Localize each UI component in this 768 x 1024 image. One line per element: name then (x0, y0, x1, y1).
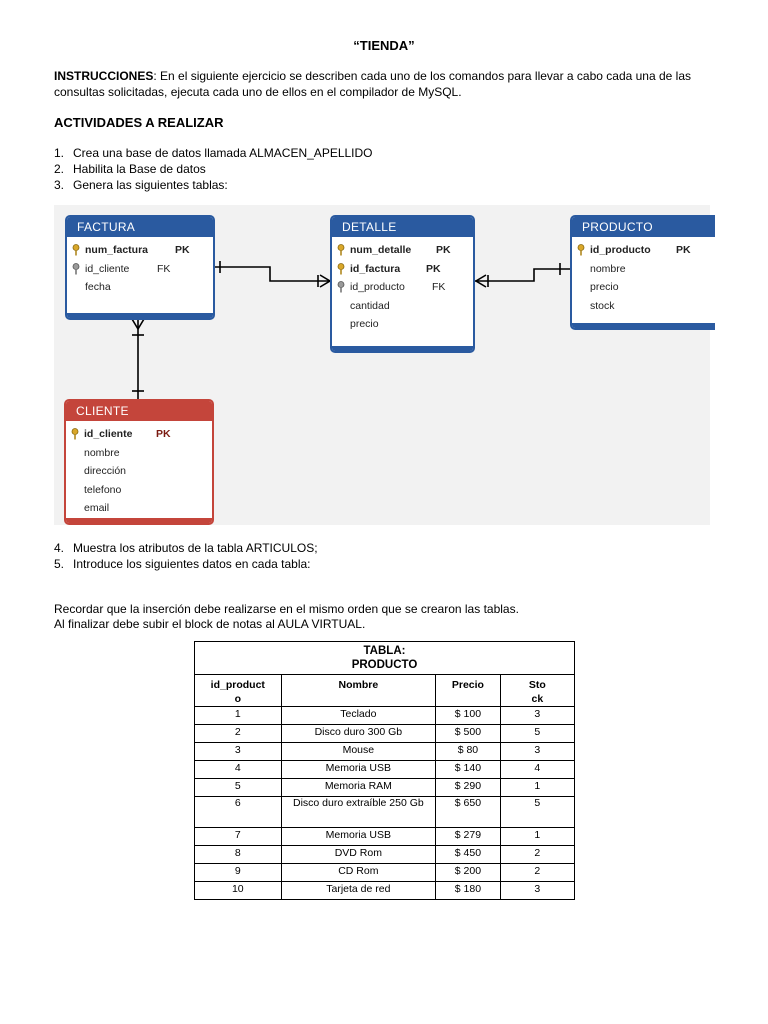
steps-list-b (54, 540, 318, 572)
table-row (195, 864, 575, 882)
field-nombre (66, 444, 212, 463)
field-name: id_cliente (84, 428, 133, 441)
field-id-cliente (67, 260, 213, 279)
column-header: Sto ck (500, 675, 574, 707)
table-cell: $ 200 (436, 864, 501, 882)
factura-detalle-line (214, 267, 330, 281)
table-cell: 1 (500, 828, 574, 846)
table-row (195, 707, 575, 725)
field-name: cantidad (350, 299, 390, 312)
table-cell: Memoria USB (281, 761, 436, 779)
table-cell: 4 (195, 761, 282, 779)
table-cell: 1 (195, 707, 282, 725)
page-title: “TIENDA” (353, 38, 415, 53)
primary-key-icon (66, 428, 84, 440)
notes (54, 602, 519, 632)
field-name: nombre (590, 262, 626, 275)
step-item (54, 177, 373, 193)
field-tag: PK (676, 244, 691, 257)
table-cell: Mouse (281, 743, 436, 761)
column-header: Precio (436, 675, 501, 707)
field-precio (572, 278, 715, 297)
field-fecha (67, 278, 213, 297)
step-item (54, 145, 373, 161)
table-cell: 3 (195, 743, 282, 761)
table-cell: 2 (500, 864, 574, 882)
foreign-key-icon (67, 263, 85, 275)
step-number: 4. (54, 541, 65, 555)
column-header: id_product o (195, 675, 282, 707)
table-cell: 3 (500, 707, 574, 725)
field-precio (332, 315, 473, 334)
table-row (195, 797, 575, 828)
field-id-factura (332, 260, 473, 279)
step-text: Genera las siguientes tablas: (73, 178, 228, 192)
field-tag: PK (156, 428, 171, 441)
factura-title: FACTURA (67, 217, 213, 237)
field-name: id_producto (350, 281, 405, 294)
table-cell: Disco duro 300 Gb (281, 725, 436, 743)
table-cell: 3 (500, 743, 574, 761)
table-cell: $ 100 (436, 707, 501, 725)
field-name: num_detalle (350, 244, 412, 257)
field-name: id_producto (590, 244, 651, 257)
table-cell: 10 (195, 882, 282, 900)
table-cell: 2 (195, 725, 282, 743)
factura-entity[interactable] (65, 215, 215, 320)
field-name: fecha (85, 281, 111, 294)
er-diagram (54, 205, 710, 525)
table-cell: 3 (500, 882, 574, 900)
primary-key-icon (332, 244, 350, 256)
table-cell: 2 (500, 846, 574, 864)
table-caption (195, 642, 575, 675)
producto-title: PRODUCTO (572, 217, 715, 237)
table-cell: 1 (500, 779, 574, 797)
entity-footer (572, 323, 715, 328)
table-cell: 5 (195, 779, 282, 797)
table-cell: $ 290 (436, 779, 501, 797)
table-row (195, 743, 575, 761)
field-name: precio (590, 281, 619, 294)
instructions-text: : En el siguiente ejercicio se describen cada uno de los comandos para llevar a cabo cada una de las consultas solicitadas, ejecuta cada uno de ellos en el compilador de MySQL. (54, 69, 692, 99)
table-cell: Memoria USB (281, 828, 436, 846)
step-item (54, 161, 373, 177)
detalle-title: DETALLE (332, 217, 473, 237)
table-cell: $ 279 (436, 828, 501, 846)
step-text: Crea una base de datos llamada ALMACEN_APELLIDO (73, 146, 373, 160)
table-cell: Disco duro extraíble 250 Gb (281, 797, 436, 828)
table-cell: 7 (195, 828, 282, 846)
steps-list-a (54, 145, 373, 193)
table-cell: 9 (195, 864, 282, 882)
field-name: num_factura (85, 244, 149, 257)
field-tag: FK (157, 262, 171, 275)
table-cell: $ 650 (436, 797, 501, 828)
detalle-entity[interactable] (330, 215, 475, 353)
field-name: dirección (84, 465, 127, 478)
field-tag: FK (432, 281, 446, 294)
table-header-row (195, 675, 575, 707)
column-header: Nombre (281, 675, 436, 707)
field-name: id_cliente (85, 262, 130, 275)
table-cell: $ 450 (436, 846, 501, 864)
cliente-entity[interactable] (64, 399, 214, 525)
foreign-key-icon (332, 281, 350, 293)
field-nombre (572, 260, 715, 279)
field-id-producto (332, 278, 473, 297)
producto-data-table (194, 641, 575, 900)
table-row (195, 779, 575, 797)
field-num-factura (67, 241, 213, 260)
field-email (66, 499, 212, 518)
caption-line: TABLA: (363, 645, 406, 657)
field-name: precio (350, 318, 379, 331)
field-id-cliente (66, 425, 212, 444)
field-tag: PK (175, 244, 190, 257)
field-stock (572, 297, 715, 316)
field-direccion (66, 462, 212, 481)
note-line: Recordar que la inserción debe realizarse en el mismo orden que se crearon las tablas. (54, 602, 519, 616)
table-cell: Memoria RAM (281, 779, 436, 797)
table-cell: 5 (500, 797, 574, 828)
instructions-label: INSTRUCCIONES (54, 69, 154, 83)
entity-footer (332, 346, 473, 351)
table-row (195, 828, 575, 846)
field-name: stock (590, 299, 615, 312)
step-number: 5. (54, 557, 65, 571)
step-item (54, 556, 318, 572)
table-row (195, 725, 575, 743)
step-number: 2. (54, 162, 65, 176)
caption-line: PRODUCTO (351, 659, 418, 671)
field-name: telefono (84, 483, 122, 496)
table-row (195, 846, 575, 864)
primary-key-icon (332, 263, 350, 275)
field-id-producto (572, 241, 715, 260)
producto-entity[interactable] (570, 215, 715, 330)
table-cell: CD Rom (281, 864, 436, 882)
instructions-paragraph (54, 68, 694, 100)
step-text: Muestra los atributos de la tabla ARTICULOS; (73, 541, 318, 555)
table-cell: 8 (195, 846, 282, 864)
field-name: id_factura (350, 262, 401, 275)
field-cantidad (332, 297, 473, 316)
entity-footer (67, 313, 213, 318)
table-cell: Teclado (281, 707, 436, 725)
step-text: Habilita la Base de datos (73, 162, 206, 176)
table-cell: $ 80 (436, 743, 501, 761)
table-cell: $ 180 (436, 882, 501, 900)
note-line: Al finalizar debe subir el block de notas al AULA VIRTUAL. (54, 617, 366, 631)
table-cell: Tarjeta de red (281, 882, 436, 900)
table-cell: DVD Rom (281, 846, 436, 864)
table-cell: $ 140 (436, 761, 501, 779)
primary-key-icon (67, 244, 85, 256)
section-heading: ACTIVIDADES A REALIZAR (54, 115, 224, 130)
table-cell: 6 (195, 797, 282, 828)
step-number: 3. (54, 178, 65, 192)
field-num-detalle (332, 241, 473, 260)
field-tag: PK (426, 262, 441, 275)
field-name: email (84, 502, 110, 515)
primary-key-icon (572, 244, 590, 256)
step-number: 1. (54, 146, 65, 160)
step-text: Introduce los siguientes datos en cada tabla: (73, 557, 311, 571)
table-row (195, 882, 575, 900)
table-row (195, 761, 575, 779)
field-tag: PK (436, 244, 451, 257)
step-item (54, 540, 318, 556)
table-cell: 5 (500, 725, 574, 743)
field-name: nombre (84, 446, 120, 459)
table-cell: $ 500 (436, 725, 501, 743)
entity-footer (66, 518, 212, 523)
field-telefono (66, 481, 212, 500)
table-cell: 4 (500, 761, 574, 779)
cliente-title: CLIENTE (66, 401, 212, 421)
